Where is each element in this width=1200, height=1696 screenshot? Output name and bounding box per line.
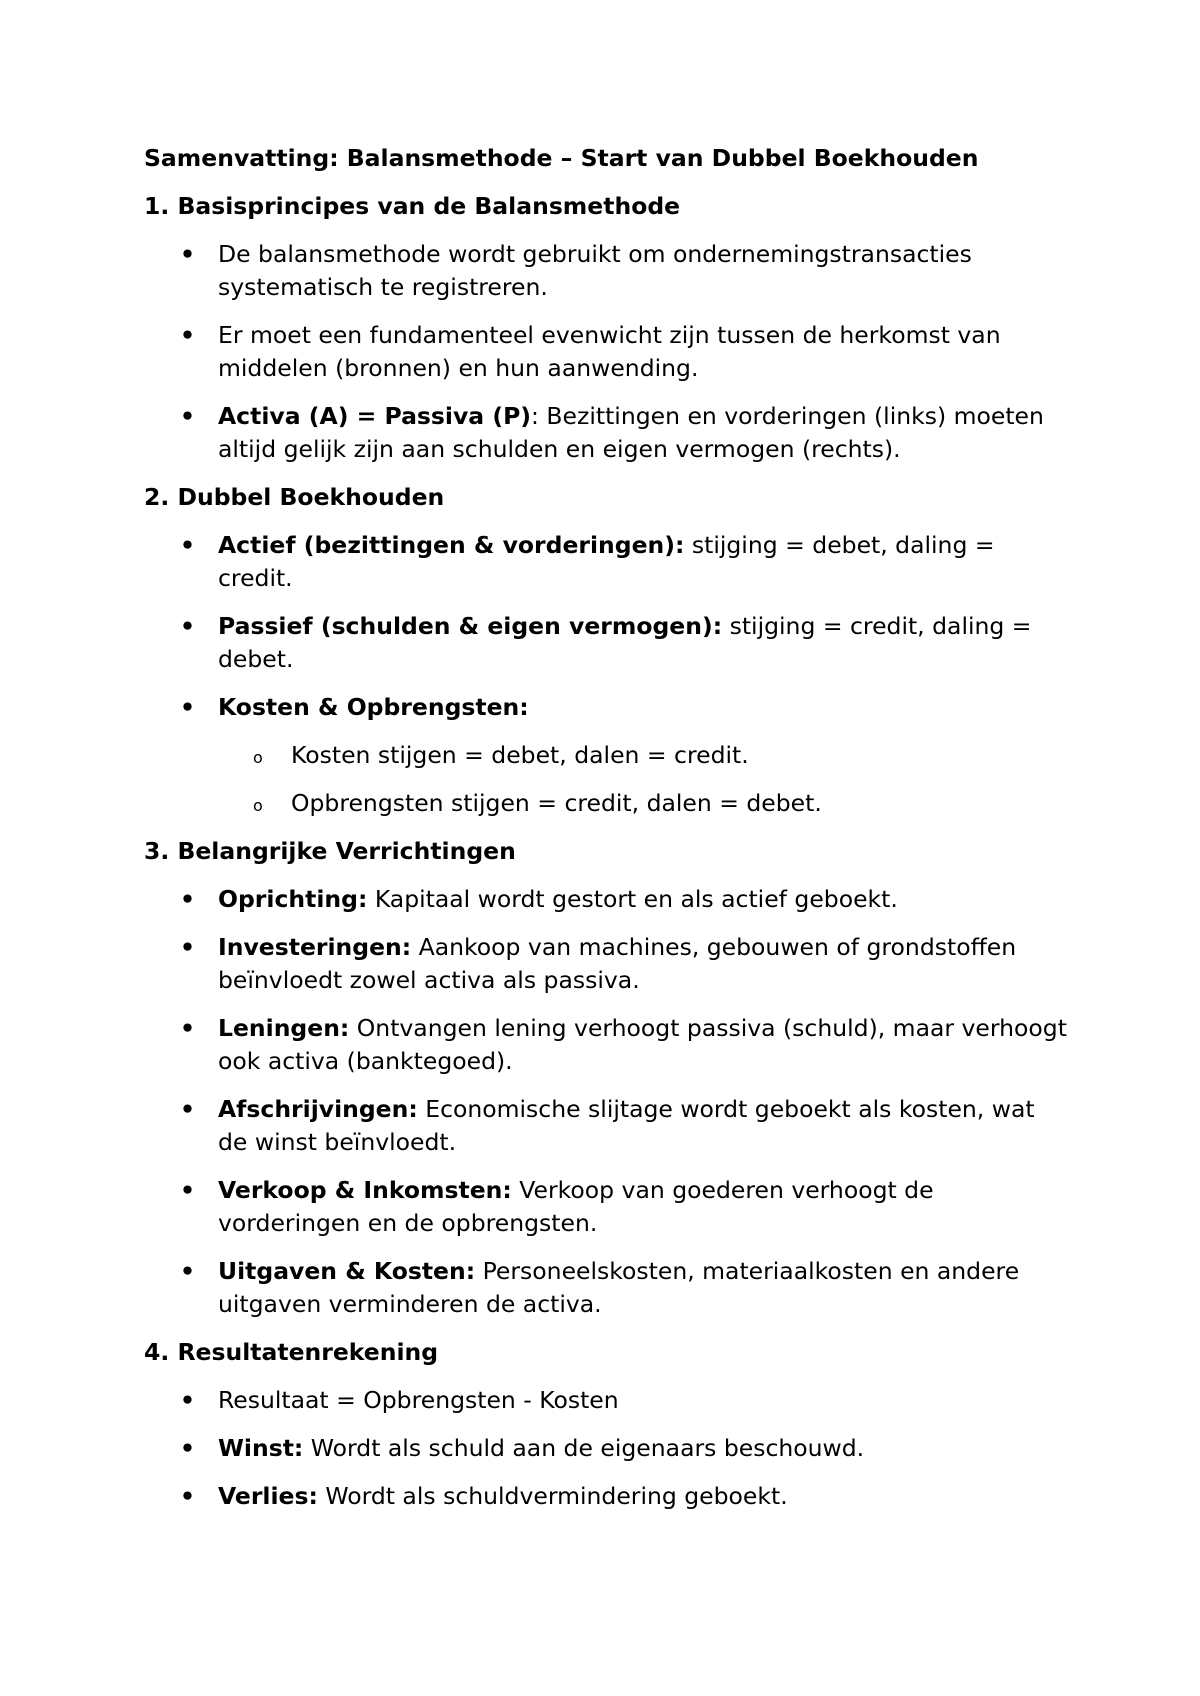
bullet-icon: • <box>180 321 196 349</box>
section-heading: 4. Resultatenrekening <box>144 1338 439 1366</box>
sub-list-item <box>144 787 1070 820</box>
document-title: Samenvatting: Balansmethode – Start van Dubbel Boekhouden <box>144 144 979 172</box>
bullet-icon: • <box>180 402 196 430</box>
bullet-icon: • <box>180 1176 196 1204</box>
list-item-term: Actief (bezittingen & vorderingen): <box>218 531 685 559</box>
circle-bullet-icon: o <box>253 796 263 815</box>
list-item <box>144 931 1070 997</box>
document-body <box>144 190 1070 1513</box>
list-item-term: Leningen: <box>218 1014 350 1042</box>
bullet-list <box>144 1384 1070 1513</box>
list-item-text: stijging = debet, daling = credit. <box>218 531 995 592</box>
list-item <box>144 691 1070 820</box>
list-item-term: Kosten & Opbrengsten: <box>218 693 529 721</box>
bullet-list <box>144 883 1070 1321</box>
list-item-text: Wordt als schuldvermindering geboekt. <box>317 1482 788 1510</box>
list-item-text: Er moet een fundamenteel evenwicht zijn tussen de herkomst van middelen (bronnen) en hun aanwending. <box>218 321 1001 382</box>
bullet-list <box>144 529 1070 820</box>
list-item-text: Personeelskosten, materiaalkosten en andere uitgaven verminderen de activa. <box>218 1257 1020 1318</box>
list-item <box>144 529 1070 595</box>
list-item-text: stijging = credit, daling = debet. <box>218 612 1032 673</box>
bullet-icon: • <box>180 1434 196 1462</box>
list-item-term: Activa (A) = Passiva (P) <box>218 402 532 430</box>
list-item-term: Passief (schulden & eigen vermogen): <box>218 612 723 640</box>
bullet-icon: • <box>180 612 196 640</box>
list-item <box>144 400 1070 466</box>
bullet-icon: • <box>180 933 196 961</box>
sub-list-item-text: Kosten stijgen = debet, dalen = credit. <box>291 741 749 769</box>
list-item <box>144 238 1070 304</box>
list-item-text: Ontvangen lening verhoogt passiva (schuld), maar verhoogt ook activa (banktegoed). <box>218 1014 1067 1075</box>
sub-list-item <box>144 739 1070 772</box>
list-item-term: Uitgaven & Kosten: <box>218 1257 476 1285</box>
list-item <box>144 319 1070 385</box>
bullet-icon: • <box>180 1386 196 1414</box>
section-heading: 3. Belangrijke Verrichtingen <box>144 837 516 865</box>
list-item-text: Verkoop van goederen verhoogt de vorderingen en de opbrengsten. <box>218 1176 934 1237</box>
list-item-term: Oprichting: <box>218 885 368 913</box>
list-item <box>144 1093 1070 1159</box>
circle-bullet-icon: o <box>253 748 263 767</box>
section-heading: 2. Dubbel Boekhouden <box>144 483 445 511</box>
list-item-text: Economische slijtage wordt geboekt als kosten, wat de winst beïnvloedt. <box>218 1095 1035 1156</box>
list-item <box>144 1432 1070 1465</box>
list-item <box>144 883 1070 916</box>
bullet-icon: • <box>180 693 196 721</box>
list-item-text: Kapitaal wordt gestort en als actief geboekt. <box>367 885 898 913</box>
list-item-term: Afschrijvingen: <box>218 1095 418 1123</box>
list-item <box>144 1174 1070 1240</box>
bullet-icon: • <box>180 1014 196 1042</box>
list-item-text: Resultaat = Opbrengsten - Kosten <box>218 1386 619 1414</box>
list-item-text: : Bezittingen en vorderingen (links) moeten altijd gelijk zijn aan schulden en eigen vermogen (rechts). <box>218 402 1044 463</box>
list-item <box>144 1384 1070 1417</box>
list-item <box>144 1480 1070 1513</box>
list-item <box>144 1012 1070 1078</box>
bullet-icon: • <box>180 1257 196 1285</box>
list-item-text: De balansmethode wordt gebruikt om ondernemingstransacties systematisch te registreren. <box>218 240 972 301</box>
bullet-icon: • <box>180 1482 196 1510</box>
bullet-list <box>144 238 1070 466</box>
bullet-icon: • <box>180 885 196 913</box>
list-item-term: Verkoop & Inkomsten: <box>218 1176 512 1204</box>
bullet-icon: • <box>180 240 196 268</box>
sub-list <box>218 739 1070 820</box>
bullet-icon: • <box>180 1095 196 1123</box>
list-item-text: Aankoop van machines, gebouwen of grondstoffen beïnvloedt zowel activa als passiva. <box>218 933 1017 994</box>
list-item <box>144 610 1070 676</box>
section-heading: 1. Basisprincipes van de Balansmethode <box>144 192 681 220</box>
sub-list-item-text: Opbrengsten stijgen = credit, dalen = debet. <box>291 789 822 817</box>
list-item-term: Verlies: <box>218 1482 318 1510</box>
list-item-term: Investeringen: <box>218 933 412 961</box>
list-item <box>144 1255 1070 1321</box>
list-item-text: Wordt als schuld aan de eigenaars beschouwd. <box>303 1434 865 1462</box>
bullet-icon: • <box>180 531 196 559</box>
list-item-term: Winst: <box>218 1434 304 1462</box>
